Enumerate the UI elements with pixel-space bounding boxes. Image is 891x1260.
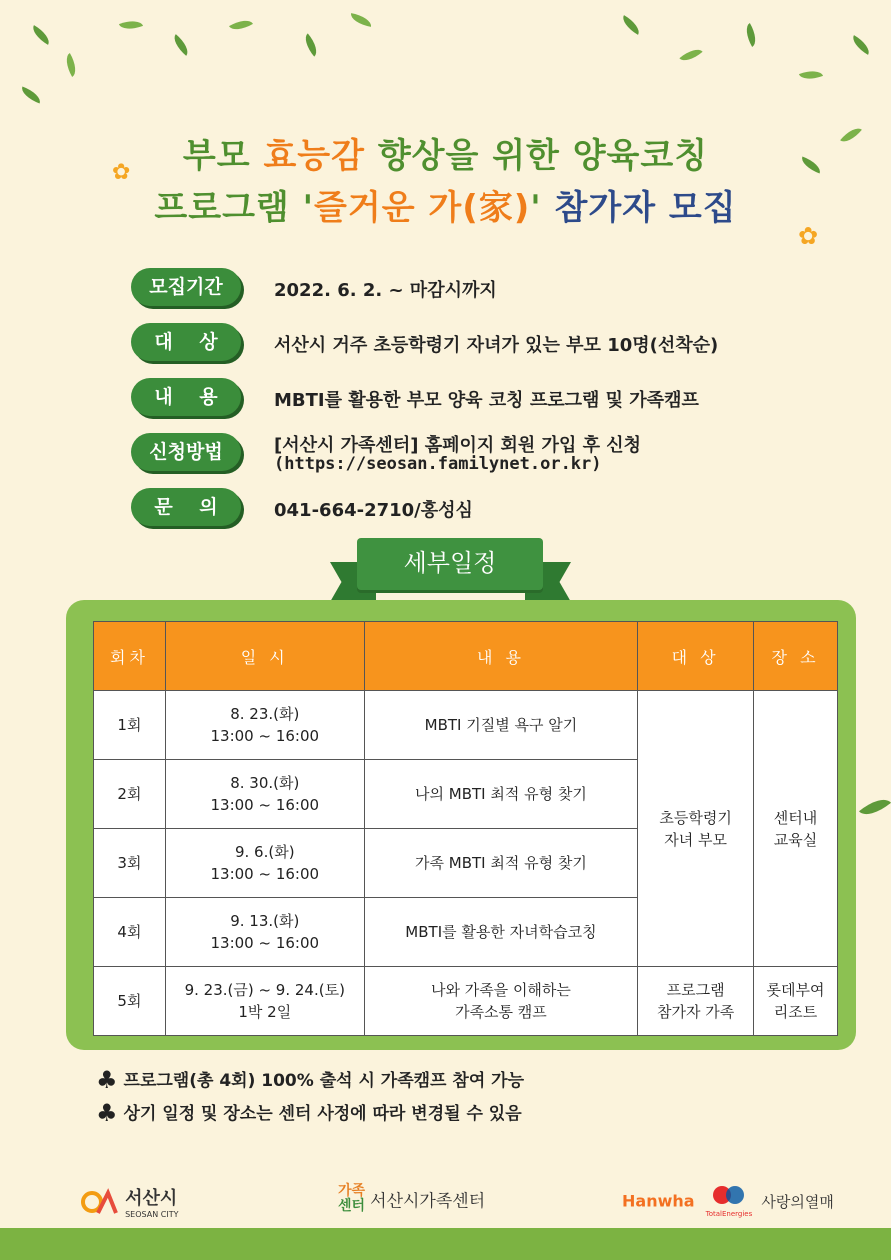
cell-content: MBTI 기질별 욕구 알기 bbox=[364, 691, 638, 760]
cell-date: 9. 13.(화) bbox=[230, 912, 300, 930]
header-content: 내 용 bbox=[364, 622, 638, 691]
table-row bbox=[94, 967, 838, 1036]
cell-date: 9. 23.(금) ~ 9. 24.(토) bbox=[184, 981, 345, 999]
place-line-1: 센터내 bbox=[773, 808, 818, 827]
header-session: 회차 bbox=[94, 622, 166, 691]
note-text: 프로그램(총 4회) 100% 출석 시 가족캠프 참여 가능 bbox=[123, 1071, 525, 1091]
leaf-icon bbox=[859, 792, 891, 822]
love-fruit-logo: 사랑의열매 bbox=[761, 1192, 834, 1211]
target-value: 서산시 거주 초등학령기 자녀가 있는 부모 10명(선착순) bbox=[274, 335, 719, 356]
content-line-2: 가족소통 캠프 bbox=[455, 1003, 547, 1021]
label-content: 내 용 bbox=[131, 378, 241, 416]
cell-time: 1박 2일 bbox=[238, 1003, 292, 1021]
recruit-period-value: 2022. 6. 2. ~ 마감시까지 bbox=[274, 280, 497, 301]
cell-time: 13:00 ~ 16:00 bbox=[210, 865, 320, 883]
page-title-line-1: 부모 효능감 향상을 위한 양육코칭 bbox=[182, 136, 709, 176]
cell-datetime bbox=[165, 967, 364, 1036]
note-item bbox=[96, 1099, 522, 1127]
cell-target-merged bbox=[638, 691, 754, 967]
apply-method-value: [서산시 가족센터] 홈페이지 회원 가입 후 신청 bbox=[274, 435, 642, 456]
grass-decoration bbox=[0, 1228, 891, 1260]
note-text: 상기 일정 및 장소는 센터 사정에 따라 변경될 수 있음 bbox=[123, 1104, 522, 1124]
cell-datetime bbox=[165, 760, 364, 829]
family-center-mark-2: 센터 bbox=[338, 1198, 366, 1214]
cell-session: 4회 bbox=[94, 898, 166, 967]
butterfly-icon: ✿ bbox=[112, 160, 131, 185]
table-header-row bbox=[94, 622, 838, 691]
cell-content: MBTI를 활용한 자녀학습코칭 bbox=[364, 898, 638, 967]
cell-time: 13:00 ~ 16:00 bbox=[210, 934, 320, 952]
label-apply-method: 신청방법 bbox=[131, 433, 241, 471]
cell-datetime bbox=[165, 829, 364, 898]
cell-date: 9. 6.(화) bbox=[234, 843, 295, 861]
seosan-city-logo bbox=[80, 1184, 178, 1219]
cell-time: 13:00 ~ 16:00 bbox=[210, 796, 320, 814]
sponsor-logos bbox=[622, 1184, 834, 1218]
page-title-line-2: 프로그램 '즐거운 가(家)' 참가자 모집 bbox=[154, 188, 737, 228]
content-line-1: 나와 가족을 이해하는 bbox=[430, 981, 571, 999]
cell-session: 1회 bbox=[94, 691, 166, 760]
seosan-logo-text: 서산시 bbox=[125, 1188, 178, 1209]
family-center-logo bbox=[338, 1184, 485, 1214]
seosan-logo-en: SEOSAN CITY bbox=[125, 1210, 179, 1219]
place-line-2: 리조트 bbox=[773, 1003, 818, 1021]
schedule-banner: 세부일정 bbox=[357, 538, 543, 590]
cell-target bbox=[638, 967, 754, 1036]
family-center-logo-text: 서산시가족센터 bbox=[370, 1191, 486, 1212]
hanwha-logo: Hanwha bbox=[622, 1191, 695, 1211]
label-target: 대 상 bbox=[131, 323, 241, 361]
content-value: MBTI를 활용한 부모 양육 코칭 프로그램 및 가족캠프 bbox=[274, 390, 699, 411]
label-inquiry: 문 의 bbox=[131, 488, 241, 526]
table-row bbox=[94, 691, 838, 760]
target-line-1: 초등학령기 bbox=[659, 808, 732, 827]
cell-time: 13:00 ~ 16:00 bbox=[210, 727, 320, 745]
cell-datetime bbox=[165, 691, 364, 760]
note-item bbox=[96, 1066, 524, 1094]
cell-content: 나의 MBTI 최적 유형 찾기 bbox=[364, 760, 638, 829]
header-target: 대 상 bbox=[638, 622, 754, 691]
butterfly-icon: ✿ bbox=[798, 222, 819, 250]
inquiry-value: 041-664-2710/홍성심 bbox=[274, 500, 473, 521]
totalenergies-logo bbox=[706, 1184, 753, 1218]
family-center-mark-1: 가족 bbox=[338, 1183, 366, 1199]
club-icon: ♣ bbox=[96, 1066, 118, 1094]
target-line-2: 참가자 가족 bbox=[657, 1003, 735, 1021]
totalenergies-text: TotalEnergies bbox=[705, 1210, 753, 1218]
totalenergies-icon bbox=[711, 1184, 747, 1206]
cell-session: 2회 bbox=[94, 760, 166, 829]
cell-date: 8. 23.(화) bbox=[230, 705, 300, 723]
target-line-1: 프로그램 bbox=[666, 981, 725, 999]
cell-datetime bbox=[165, 898, 364, 967]
header-datetime: 일 시 bbox=[165, 622, 364, 691]
cell-session: 5회 bbox=[94, 967, 166, 1036]
cell-date: 8. 30.(화) bbox=[230, 774, 300, 792]
cell-place bbox=[754, 967, 838, 1036]
club-icon: ♣ bbox=[96, 1099, 118, 1127]
seosan-emblem-icon bbox=[80, 1187, 120, 1217]
label-recruit-period: 모집기간 bbox=[131, 268, 241, 306]
schedule-table bbox=[93, 621, 838, 1036]
cell-content bbox=[364, 967, 638, 1036]
place-line-2: 교육실 bbox=[773, 830, 818, 849]
homepage-link[interactable]: (https://seosan.familynet.or.kr) bbox=[274, 454, 602, 474]
cell-content: 가족 MBTI 최적 유형 찾기 bbox=[364, 829, 638, 898]
place-line-1: 롯데부여 bbox=[766, 981, 825, 999]
cell-place-merged bbox=[754, 691, 838, 967]
family-center-mark bbox=[338, 1184, 365, 1214]
header-place: 장 소 bbox=[754, 622, 838, 691]
cell-session: 3회 bbox=[94, 829, 166, 898]
target-line-2: 자녀 부모 bbox=[664, 830, 728, 849]
